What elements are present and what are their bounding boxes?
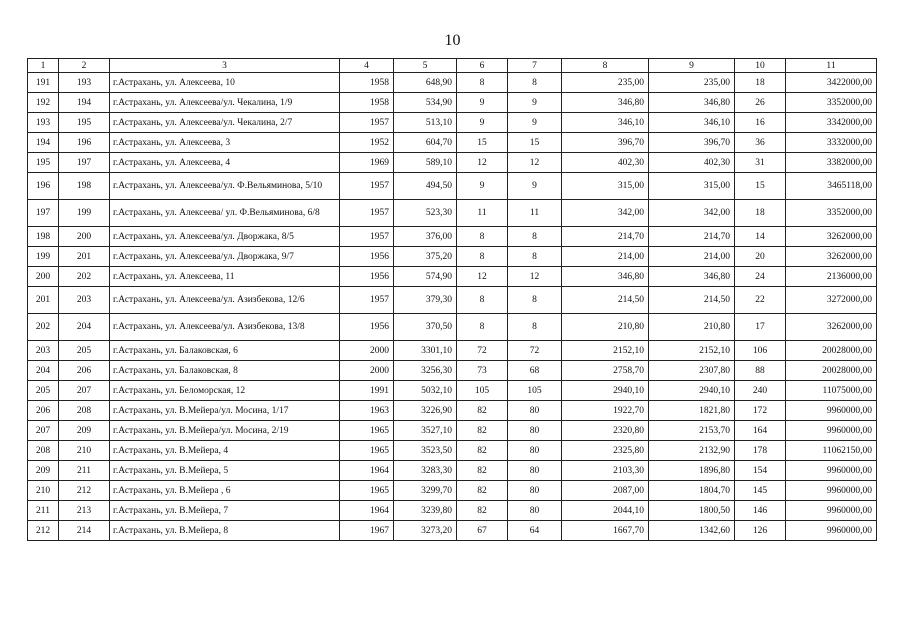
table-cell: 3465118,00 (786, 173, 877, 200)
column-header: 5 (394, 59, 457, 73)
table-cell: 8 (508, 73, 562, 93)
table-cell: 198 (28, 227, 59, 247)
table-cell: 196 (59, 133, 110, 153)
table-cell: 26 (735, 93, 786, 113)
address-cell: г.Астрахань, ул. Алексеева, 10 (110, 73, 340, 93)
table-cell: 1958 (340, 73, 394, 93)
table-cell: 8 (457, 73, 508, 93)
table-cell: 396,70 (649, 133, 735, 153)
column-header: 2 (59, 59, 110, 73)
table-cell: 8 (457, 314, 508, 341)
table-cell: 2758,70 (562, 361, 649, 381)
table-cell: 9960000,00 (786, 501, 877, 521)
page-number: 10 (444, 32, 461, 49)
table-cell: 8 (457, 247, 508, 267)
table-cell: 346,10 (649, 113, 735, 133)
table-cell: 346,80 (562, 93, 649, 113)
table-cell: 3332000,00 (786, 133, 877, 153)
column-header: 7 (508, 59, 562, 73)
table-cell: 2136000,00 (786, 267, 877, 287)
table-cell: 3301,10 (394, 341, 457, 361)
table-cell: 195 (59, 113, 110, 133)
table-cell: 204 (28, 361, 59, 381)
table-row (28, 341, 877, 361)
table-cell: 9960000,00 (786, 401, 877, 421)
table-cell: 210 (59, 441, 110, 461)
table-cell: 80 (508, 481, 562, 501)
table-cell: 9960000,00 (786, 461, 877, 481)
table-cell: 203 (59, 287, 110, 314)
table-cell: 3226,90 (394, 401, 457, 421)
table-cell: 494,50 (394, 173, 457, 200)
table-cell: 206 (59, 361, 110, 381)
table-cell: 534,90 (394, 93, 457, 113)
table-cell: 36 (735, 133, 786, 153)
table-cell: 574,90 (394, 267, 457, 287)
table-cell: 8 (508, 227, 562, 247)
table-cell: 3262000,00 (786, 227, 877, 247)
address-cell: г.Астрахань, ул. В.Мейера/ул. Мосина, 2/19 (110, 421, 340, 441)
table-cell: 80 (508, 441, 562, 461)
table-row (28, 73, 877, 93)
table-row (28, 381, 877, 401)
table-cell: 197 (59, 153, 110, 173)
column-header: 8 (562, 59, 649, 73)
table-cell: 67 (457, 521, 508, 541)
table-cell: 82 (457, 461, 508, 481)
table-cell: 3256,30 (394, 361, 457, 381)
table-cell: 3299,70 (394, 481, 457, 501)
table-cell: 315,00 (649, 173, 735, 200)
table-cell: 214,70 (562, 227, 649, 247)
table-cell: 198 (59, 173, 110, 200)
table-row (28, 200, 877, 227)
table-cell: 1963 (340, 401, 394, 421)
address-cell: г.Астрахань, ул. Балаковская, 6 (110, 341, 340, 361)
table-cell: 207 (59, 381, 110, 401)
table-body (28, 59, 877, 541)
table-cell: 1957 (340, 287, 394, 314)
table-cell: 88 (735, 361, 786, 381)
table-cell: 193 (59, 73, 110, 93)
table-row (28, 401, 877, 421)
column-header: 4 (340, 59, 394, 73)
table-cell: 5032,10 (394, 381, 457, 401)
table-cell: 3239,80 (394, 501, 457, 521)
table-cell: 342,00 (562, 200, 649, 227)
table-row (28, 441, 877, 461)
table-row (28, 287, 877, 314)
table-cell: 2940,10 (649, 381, 735, 401)
table-cell: 1965 (340, 421, 394, 441)
table-cell: 196 (28, 173, 59, 200)
table-row (28, 267, 877, 287)
table-cell: 213 (59, 501, 110, 521)
table-cell: 2320,80 (562, 421, 649, 441)
table-cell: 15 (735, 173, 786, 200)
address-cell: г.Астрахань, ул. В.Мейера/ул. Мосина, 1/17 (110, 401, 340, 421)
table-cell: 1800,50 (649, 501, 735, 521)
table-cell: 105 (508, 381, 562, 401)
table-cell: 370,50 (394, 314, 457, 341)
table-cell: 346,10 (562, 113, 649, 133)
table-cell: 3272000,00 (786, 287, 877, 314)
table-cell: 208 (28, 441, 59, 461)
table-cell: 20028000,00 (786, 341, 877, 361)
table-cell: 1991 (340, 381, 394, 401)
table-cell: 105 (457, 381, 508, 401)
table-cell: 9 (508, 113, 562, 133)
table-cell: 214 (59, 521, 110, 541)
table-cell: 199 (28, 247, 59, 267)
table-cell: 9 (457, 93, 508, 113)
table-cell: 178 (735, 441, 786, 461)
table-cell: 12 (457, 153, 508, 173)
table-cell: 1958 (340, 93, 394, 113)
table-cell: 1896,80 (649, 461, 735, 481)
table-cell: 1821,80 (649, 401, 735, 421)
table-cell: 1957 (340, 173, 394, 200)
table-cell: 235,00 (562, 73, 649, 93)
table-cell: 194 (59, 93, 110, 113)
table-cell: 342,00 (649, 200, 735, 227)
table-cell: 1969 (340, 153, 394, 173)
table-cell: 14 (735, 227, 786, 247)
table-cell: 2153,70 (649, 421, 735, 441)
table-cell: 1964 (340, 461, 394, 481)
table-cell: 172 (735, 401, 786, 421)
table-row (28, 521, 877, 541)
table-row (28, 421, 877, 441)
table-cell: 11075000,00 (786, 381, 877, 401)
address-cell: г.Астрахань, ул. Беломорская, 12 (110, 381, 340, 401)
table-cell: 214,50 (562, 287, 649, 314)
table-cell: 3527,10 (394, 421, 457, 441)
table-cell: 12 (508, 153, 562, 173)
table-cell: 648,90 (394, 73, 457, 93)
table-cell: 9 (457, 113, 508, 133)
table-cell: 164 (735, 421, 786, 441)
table-cell: 15 (457, 133, 508, 153)
column-header: 3 (110, 59, 340, 73)
table-cell: 402,30 (649, 153, 735, 173)
table-row (28, 481, 877, 501)
table-cell: 1922,70 (562, 401, 649, 421)
address-cell: г.Астрахань, ул. В.Мейера, 5 (110, 461, 340, 481)
table-cell: 346,80 (649, 93, 735, 113)
table-cell: 207 (28, 421, 59, 441)
table-cell: 11 (508, 200, 562, 227)
table-cell: 589,10 (394, 153, 457, 173)
table-row (28, 314, 877, 341)
table-cell: 200 (28, 267, 59, 287)
table-cell: 16 (735, 113, 786, 133)
table-cell: 154 (735, 461, 786, 481)
table-cell: 346,80 (649, 267, 735, 287)
column-header: 11 (786, 59, 877, 73)
table-row (28, 247, 877, 267)
table-cell: 523,30 (394, 200, 457, 227)
table-cell: 209 (59, 421, 110, 441)
table-cell: 192 (28, 93, 59, 113)
table-cell: 214,70 (649, 227, 735, 247)
address-cell: г.Астрахань, ул. Алексеева/ул. Чекалина, 2/7 (110, 113, 340, 133)
address-cell: г.Астрахань, ул. Алексеева/ул. Ф.Вельяминова, 5/10 (110, 173, 340, 200)
table-cell: 211 (59, 461, 110, 481)
table-cell: 22 (735, 287, 786, 314)
table-cell: 82 (457, 441, 508, 461)
table-cell: 2000 (340, 341, 394, 361)
table-cell: 15 (508, 133, 562, 153)
table-cell: 3283,30 (394, 461, 457, 481)
table-cell: 3422000,00 (786, 73, 877, 93)
table-cell: 402,30 (562, 153, 649, 173)
table-cell: 2000 (340, 361, 394, 381)
table-cell: 1957 (340, 113, 394, 133)
table-cell: 203 (28, 341, 59, 361)
table-cell: 1965 (340, 441, 394, 461)
table-cell: 191 (28, 73, 59, 93)
table-cell: 209 (28, 461, 59, 481)
table-cell: 68 (508, 361, 562, 381)
table-cell: 82 (457, 421, 508, 441)
table-cell: 379,30 (394, 287, 457, 314)
table-cell: 202 (28, 314, 59, 341)
table-cell: 212 (28, 521, 59, 541)
table-cell: 82 (457, 481, 508, 501)
housing-registry-table (27, 58, 877, 541)
table-cell: 20028000,00 (786, 361, 877, 381)
table-cell: 3262000,00 (786, 247, 877, 267)
table-cell: 3262000,00 (786, 314, 877, 341)
table-cell: 64 (508, 521, 562, 541)
table-cell: 82 (457, 401, 508, 421)
table-cell: 193 (28, 113, 59, 133)
table-cell: 210 (28, 481, 59, 501)
table-cell: 1956 (340, 267, 394, 287)
table-cell: 208 (59, 401, 110, 421)
table-cell: 1967 (340, 521, 394, 541)
table-cell: 1957 (340, 227, 394, 247)
table-row (28, 501, 877, 521)
address-cell: г.Астрахань, ул. Алексеева, 3 (110, 133, 340, 153)
table-cell: 2940,10 (562, 381, 649, 401)
table-cell: 214,00 (562, 247, 649, 267)
table-cell: 145 (735, 481, 786, 501)
table-cell: 201 (28, 287, 59, 314)
table-cell: 202 (59, 267, 110, 287)
table-cell: 315,00 (562, 173, 649, 200)
table-row (28, 93, 877, 113)
table-cell: 126 (735, 521, 786, 541)
column-header: 10 (735, 59, 786, 73)
table-cell: 3352000,00 (786, 93, 877, 113)
table-cell: 8 (457, 227, 508, 247)
table-cell: 3273,20 (394, 521, 457, 541)
table-cell: 212 (59, 481, 110, 501)
table-cell: 106 (735, 341, 786, 361)
table-cell: 2132,90 (649, 441, 735, 461)
table-cell: 1956 (340, 247, 394, 267)
table-cell: 604,70 (394, 133, 457, 153)
address-cell: г.Астрахань, ул. В.Мейера, 7 (110, 501, 340, 521)
address-cell: г.Астрахань, ул. Алексеева/ул. Дворжака, 9/7 (110, 247, 340, 267)
table-cell: 2152,10 (562, 341, 649, 361)
table-cell: 2103,30 (562, 461, 649, 481)
table-row (28, 361, 877, 381)
table-cell: 17 (735, 314, 786, 341)
address-cell: г.Астрахань, ул. В.Мейера, 4 (110, 441, 340, 461)
table-cell: 11 (457, 200, 508, 227)
column-header: 6 (457, 59, 508, 73)
table-cell: 9 (457, 173, 508, 200)
table-cell: 1342,60 (649, 521, 735, 541)
table-cell: 24 (735, 267, 786, 287)
table-row (28, 133, 877, 153)
table-cell: 195 (28, 153, 59, 173)
table-cell: 8 (457, 287, 508, 314)
column-header: 1 (28, 59, 59, 73)
table-cell: 31 (735, 153, 786, 173)
table-cell: 12 (508, 267, 562, 287)
address-cell: г.Астрахань, ул. Балаковская, 8 (110, 361, 340, 381)
address-cell: г.Астрахань, ул. Алексеева/ул. Азизбекова, 12/6 (110, 287, 340, 314)
table-row (28, 173, 877, 200)
table-cell: 197 (28, 200, 59, 227)
table-cell: 1667,70 (562, 521, 649, 541)
table-cell: 1965 (340, 481, 394, 501)
table-cell: 82 (457, 501, 508, 521)
table-cell: 9960000,00 (786, 521, 877, 541)
table-cell: 9960000,00 (786, 481, 877, 501)
table-cell: 211 (28, 501, 59, 521)
table-cell: 194 (28, 133, 59, 153)
table-cell: 18 (735, 73, 786, 93)
table-cell: 2087,00 (562, 481, 649, 501)
table-cell: 80 (508, 501, 562, 521)
table-cell: 72 (457, 341, 508, 361)
table-cell: 214,00 (649, 247, 735, 267)
table-cell: 396,70 (562, 133, 649, 153)
table-cell: 3352000,00 (786, 200, 877, 227)
table-cell: 1964 (340, 501, 394, 521)
address-cell: г.Астрахань, ул. Алексеева/ул. Азизбекова, 13/8 (110, 314, 340, 341)
table-cell: 9960000,00 (786, 421, 877, 441)
table-cell: 3523,50 (394, 441, 457, 461)
table-cell: 214,50 (649, 287, 735, 314)
address-cell: г.Астрахань, ул. Алексеева, 11 (110, 267, 340, 287)
table-cell: 1956 (340, 314, 394, 341)
table-cell: 2044,10 (562, 501, 649, 521)
table-cell: 346,80 (562, 267, 649, 287)
column-header: 9 (649, 59, 735, 73)
table-cell: 146 (735, 501, 786, 521)
address-cell: г.Астрахань, ул. В.Мейера, 8 (110, 521, 340, 541)
table-cell: 376,00 (394, 227, 457, 247)
table-cell: 204 (59, 314, 110, 341)
address-cell: г.Астрахань, ул. В.Мейера , 6 (110, 481, 340, 501)
table-cell: 205 (28, 381, 59, 401)
table-cell: 1952 (340, 133, 394, 153)
table-cell: 235,00 (649, 73, 735, 93)
table-cell: 1957 (340, 200, 394, 227)
table-cell: 8 (508, 247, 562, 267)
table-cell: 513,10 (394, 113, 457, 133)
table-cell: 375,20 (394, 247, 457, 267)
address-cell: г.Астрахань, ул. Алексеева/ул. Чекалина, 1/9 (110, 93, 340, 113)
address-cell: г.Астрахань, ул. Алексеева/ул. Дворжака, 8/5 (110, 227, 340, 247)
table-row (28, 153, 877, 173)
table-cell: 3382000,00 (786, 153, 877, 173)
table-cell: 200 (59, 227, 110, 247)
table-cell: 2307,80 (649, 361, 735, 381)
table-cell: 80 (508, 461, 562, 481)
table-cell: 1804,70 (649, 481, 735, 501)
table-cell: 72 (508, 341, 562, 361)
table-cell: 9 (508, 173, 562, 200)
table-cell: 2152,10 (649, 341, 735, 361)
table-cell: 18 (735, 200, 786, 227)
table-cell: 3342000,00 (786, 113, 877, 133)
table-row (28, 227, 877, 247)
table-cell: 8 (508, 287, 562, 314)
table-cell: 201 (59, 247, 110, 267)
address-cell: г.Астрахань, ул. Алексеева/ ул. Ф.Вельяминова, 6/8 (110, 200, 340, 227)
table-cell: 210,80 (649, 314, 735, 341)
table-cell: 205 (59, 341, 110, 361)
table-row (28, 461, 877, 481)
table-cell: 210,80 (562, 314, 649, 341)
table-cell: 20 (735, 247, 786, 267)
table-cell: 73 (457, 361, 508, 381)
table-cell: 206 (28, 401, 59, 421)
table-cell: 8 (508, 314, 562, 341)
table-cell: 9 (508, 93, 562, 113)
table-cell: 11062150,00 (786, 441, 877, 461)
table-cell: 80 (508, 421, 562, 441)
table-cell: 199 (59, 200, 110, 227)
header-row (28, 59, 877, 73)
table-cell: 80 (508, 401, 562, 421)
table-row (28, 113, 877, 133)
table-cell: 12 (457, 267, 508, 287)
table-cell: 240 (735, 381, 786, 401)
table-cell: 2325,80 (562, 441, 649, 461)
address-cell: г.Астрахань, ул. Алексеева, 4 (110, 153, 340, 173)
